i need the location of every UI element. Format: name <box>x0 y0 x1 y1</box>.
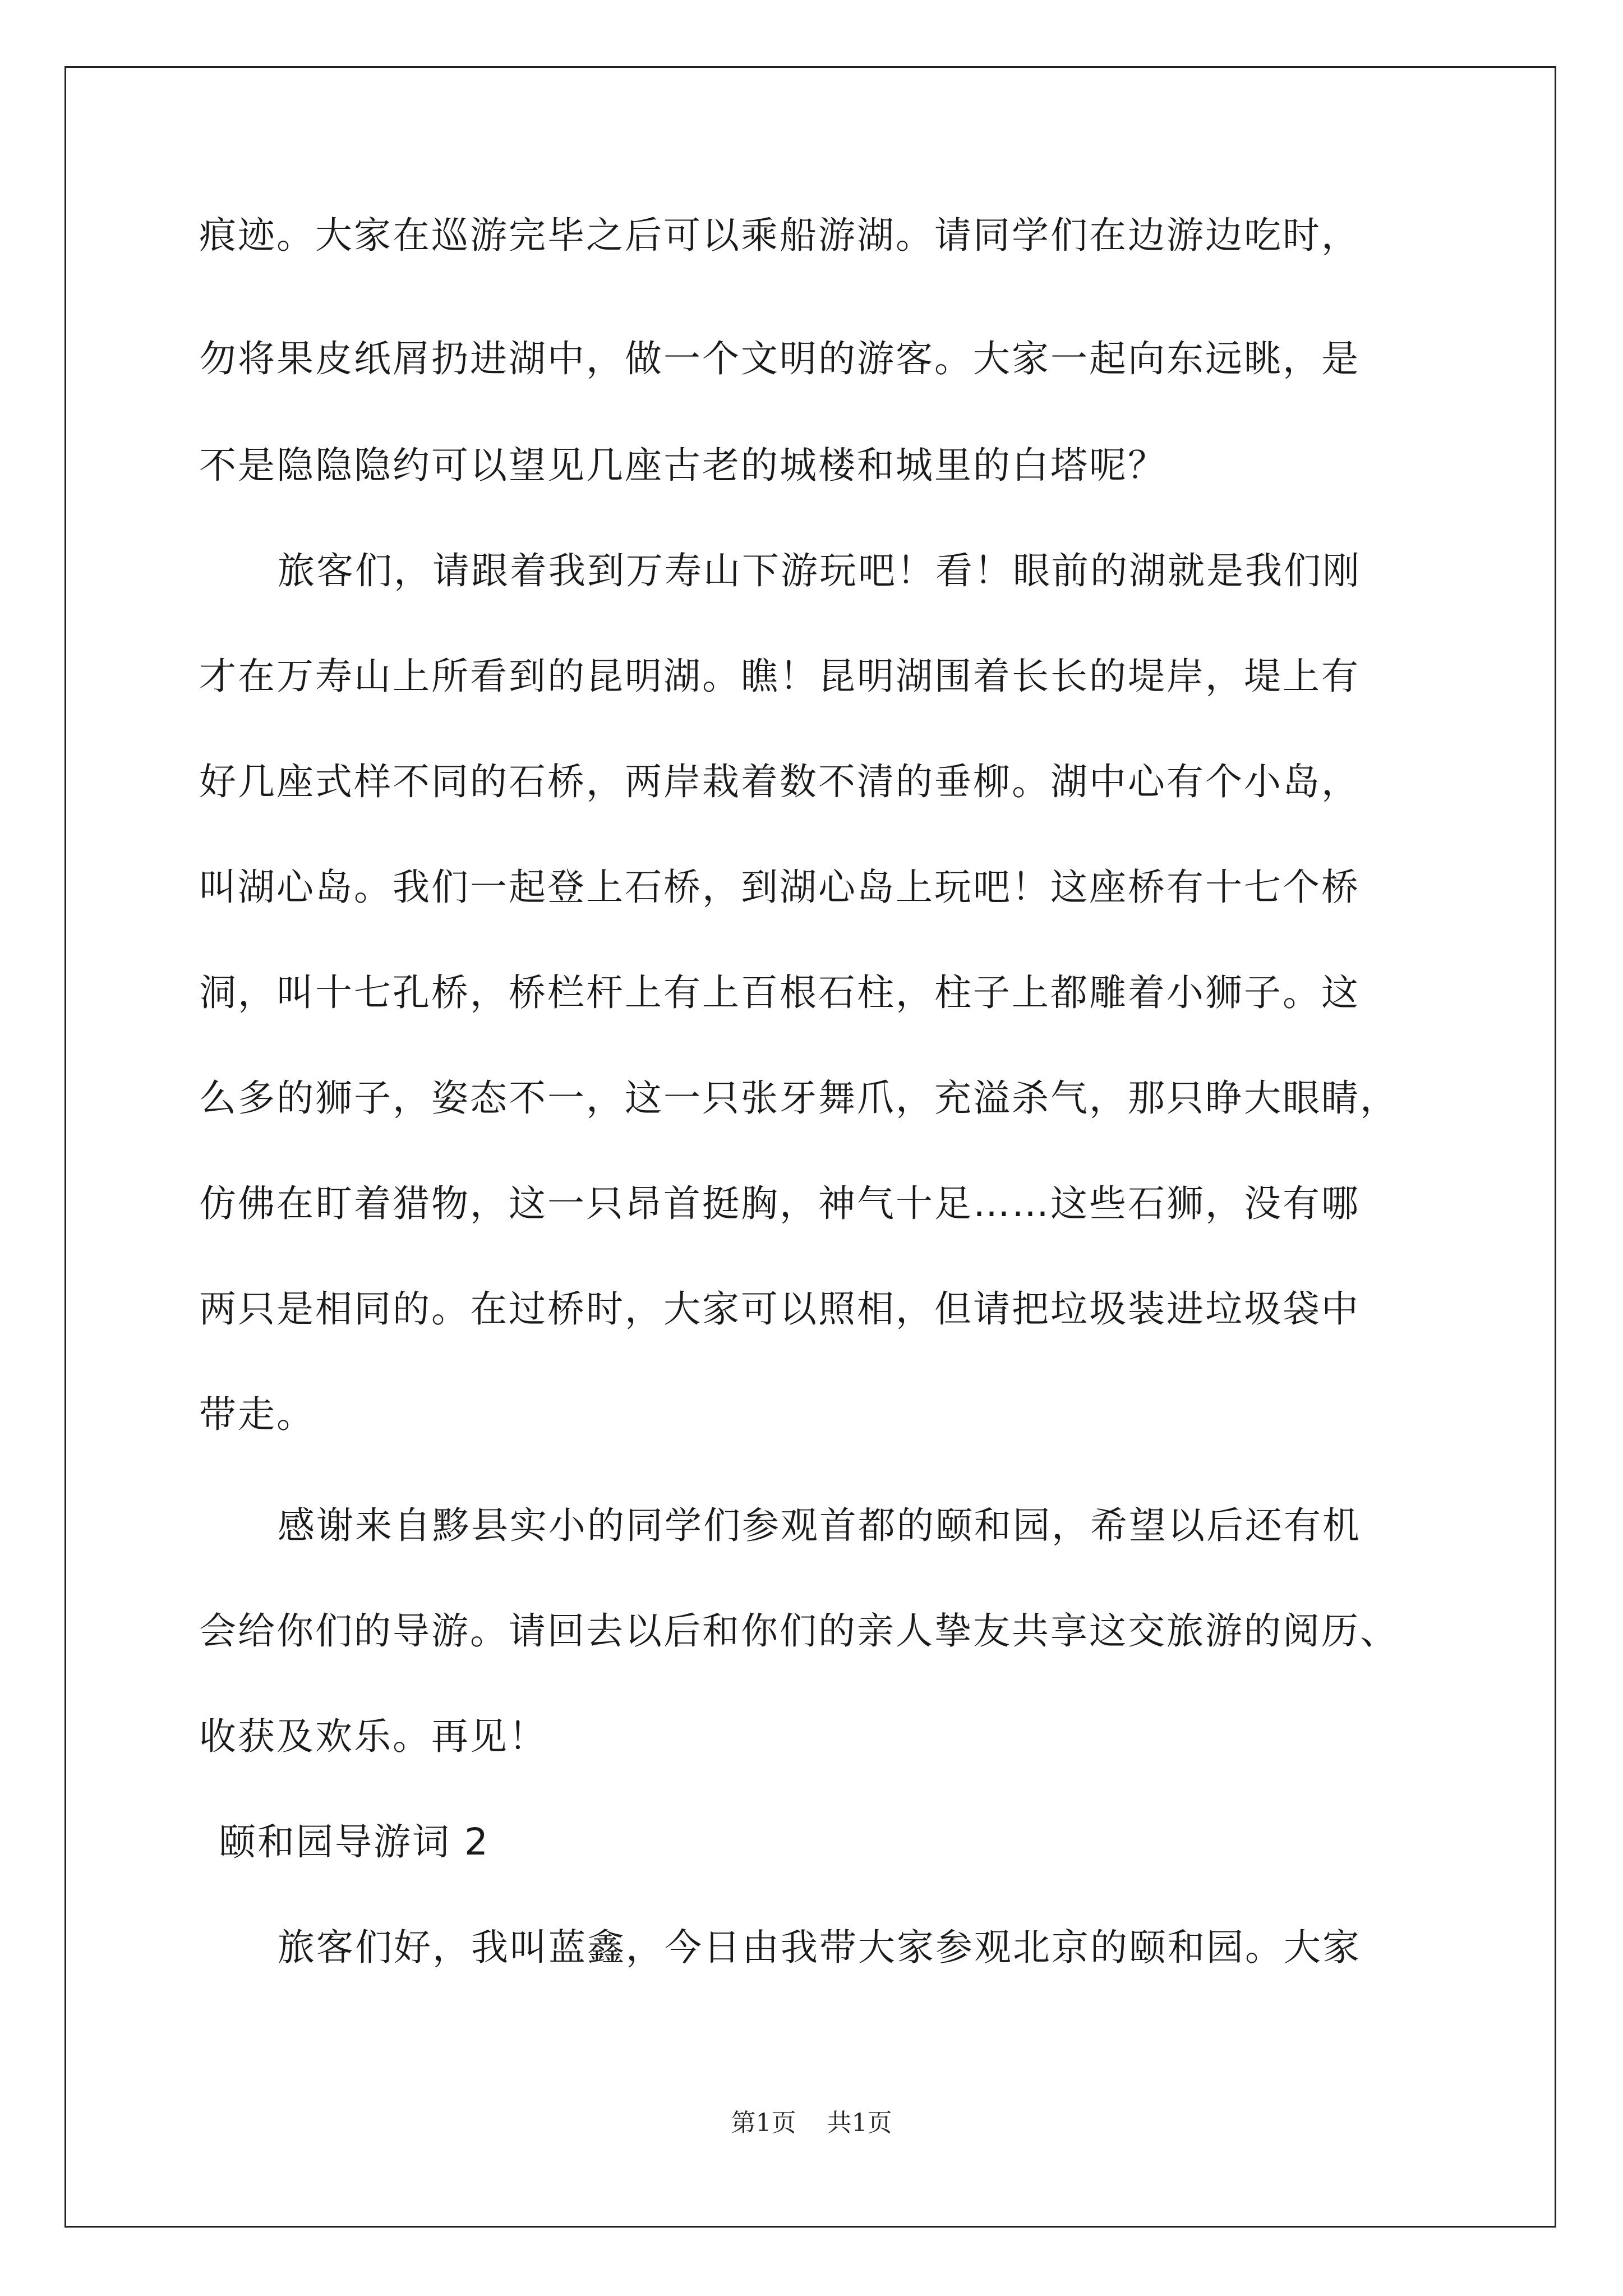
text-line: 两只是相同的。在过桥时，大家可以照相，但请把垃圾装进垃圾袋中 <box>199 1287 1360 1331</box>
text-line: 才在万寿山上所看到的昆明湖。瞧！昆明湖围着长长的堤岸，堤上有 <box>199 655 1360 698</box>
page-number-current: 第1页 <box>731 2109 796 2137</box>
paragraph-start-line: 旅客们好，我叫蓝鑫，今日由我带大家参观北京的颐和园。大家 <box>278 1926 1361 1969</box>
paragraph-start-line: 旅客们，请跟着我到万寿山下游玩吧！看！眼前的湖就是我们刚 <box>278 549 1361 592</box>
text-line: 不是隐隐隐约可以望见几座古老的城楼和城里的白塔呢？ <box>199 444 1166 487</box>
text-line: 洞，叫十七孔桥，桥栏杆上有上百根石柱，柱子上都雕着小狮子。这 <box>199 971 1360 1014</box>
paragraph-start-line: 感谢来自黟县实小的同学们参观首都的颐和园，希望以后还有机 <box>278 1504 1361 1547</box>
text-line: 仿佛在盯着猎物，这一只昂首挺胸，神气十足……这些石狮，没有哪 <box>199 1182 1360 1225</box>
section-heading: 颐和园导游词 2 <box>219 1820 490 1864</box>
text-line: 会给你们的导游。请回去以后和你们的亲人挚友共享这交旅游的阅历、 <box>199 1609 1399 1653</box>
text-line: 收获及欢乐。再见！ <box>199 1715 547 1758</box>
text-line: 带走。 <box>199 1393 315 1436</box>
text-line: 叫湖心岛。我们一起登上石桥，到湖心岛上玩吧！这座桥有十七个桥 <box>199 866 1360 909</box>
page-footer <box>0 2106 1623 2140</box>
text-line: 痕迹。大家在巡游完毕之后可以乘船游湖。请同学们在边游边吃时， <box>199 214 1360 257</box>
text-line: 勿将果皮纸屑扔进湖中，做一个文明的游客。大家一起向东远眺，是 <box>199 337 1360 380</box>
page-border <box>64 66 1556 2228</box>
page-number-total: 共1页 <box>827 2109 892 2137</box>
text-line: 好几座式样不同的石桥，两岸栽着数不清的垂柳。湖中心有个小岛， <box>199 760 1360 803</box>
text-line: 么多的狮子，姿态不一，这一只张牙舞爪，充溢杀气，那只睁大眼睛， <box>199 1076 1399 1120</box>
